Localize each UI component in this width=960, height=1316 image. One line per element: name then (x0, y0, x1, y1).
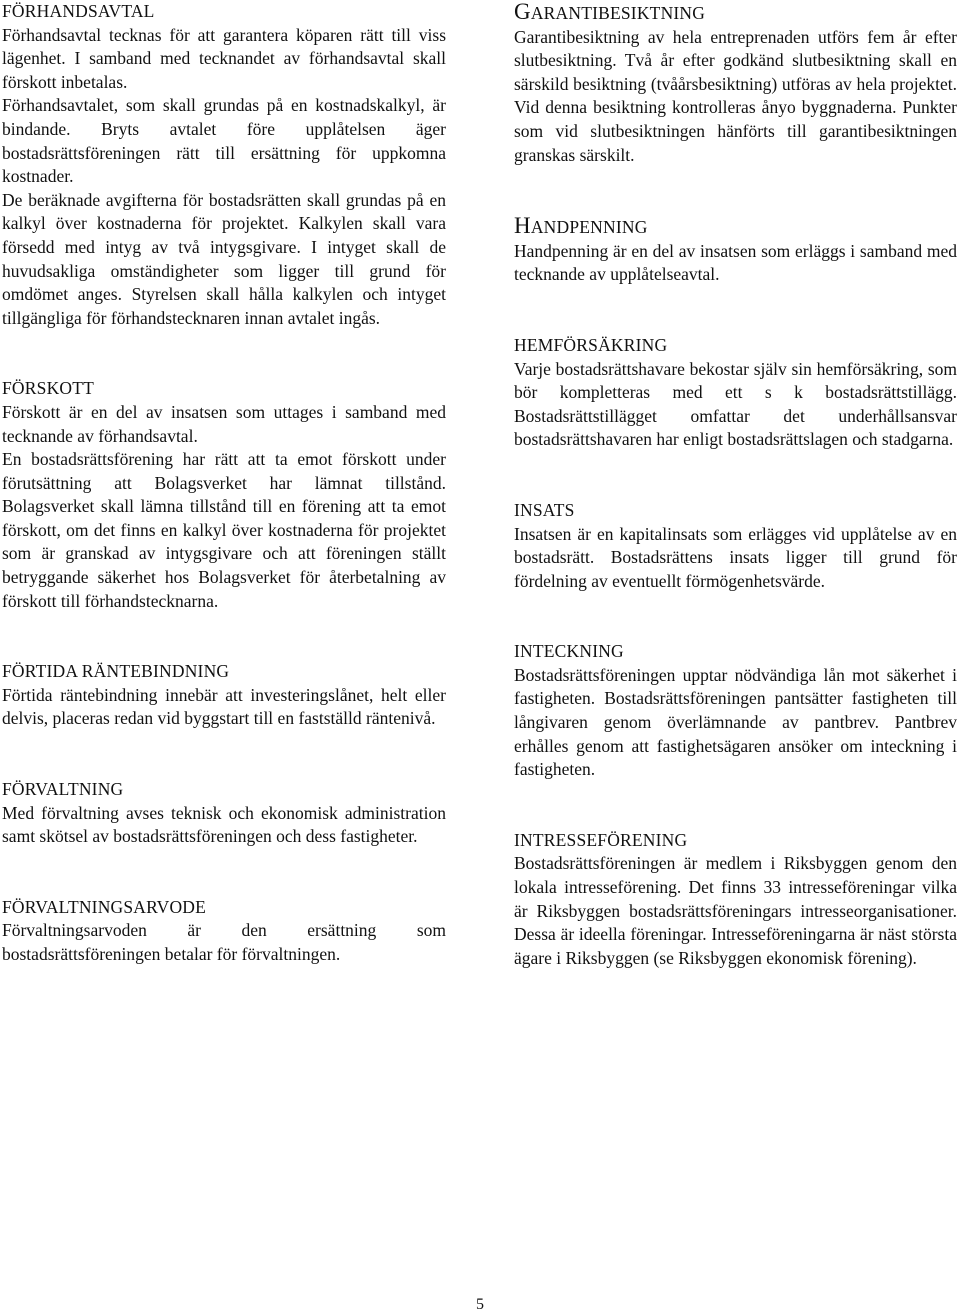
section-heading: FÖRSKOTT (2, 378, 95, 399)
section-insats (514, 499, 957, 593)
section-forskott (2, 377, 446, 613)
paragraph: Bostadsrättsföreningen upptar nödvändiga lån mot säkerhet i fastigheten. Bostadsrättsföreningen pantsätter fastigheten till långivaren genom överlämnande av pantbrev. Pantbrev erhålles genom att fastighetsägaren ansöker om inteckning i fastigheten. (514, 664, 957, 780)
paragraph: Förhandsavtal tecknas för att garantera köparen rätt till viss lägenhet. I samband med tecknandet av förhandsavtal skall förskott inbetalas. (2, 24, 446, 92)
section-handpenning (514, 214, 957, 287)
section-heading: INTRESSEFÖRENING (514, 829, 688, 850)
paragraph: De beräknade avgifterna för bostadsrätten skall grundas på en kalkyl över kostnaderna för projektet. Kalkylen skall vara försedd med intyg av två intygsgivare. I intyget skall de huvudsakliga omständigheter som ligger till grund för omdömet anges. Styrelsen skall hålla kalkylen och intyget tillgängliga för förhandstecknaren innan avtalet ingås. (2, 189, 446, 328)
paragraph: Förskott är en del av insatsen som uttages i samband med tecknande av förhandsavtal. (2, 401, 446, 446)
paragraph: Handpenning är en del av insatsen som erläggs i samband med tecknande av upplåtelseavtal. (514, 240, 957, 285)
paragraph: En bostadsrättsförening har rätt att ta emot förskott under förutsättning att Bolagsverket har lämnat tillstånd. Bolagsverket skall lämna tillstånd till en förening att ta emot förskott, om det finns en kalkyl över kostnaderna för projektet som är granskad av intygsgivare och att föreningen ställt betryggande säkerhet hos Bolagsverket för återbetalning av förskott till förhandstecknarna. (2, 449, 446, 611)
section-heading: FÖRVALTNING (2, 779, 124, 800)
paragraph: Varje bostadsrättshavare bekostar själv sin hemförsäkring, som bör kompletteras med ett s k bostadsrättstillägg. Bostadsrättstillägget omfattar det underhållsansvar bostadsrättshavaren har enligt bostadsrättslagen och stadgarna. (514, 358, 957, 450)
section-heading: HANDPENNING (514, 213, 648, 239)
section-fortida-rantebindning (2, 660, 446, 731)
section-heading: FÖRHANDSAVTAL (2, 1, 155, 21)
section-heading: INSATS (514, 499, 575, 520)
section-hemforsakring (514, 334, 957, 452)
paragraph: Insatsen är en kapitalinsats som erlägges vid upplåtelse av en bostadsrätt. Bostadsrättens insats ligger till grund för fördelning av eventuellt förmögenhetsvärde. (514, 523, 957, 591)
section-heading: INTECKNING (514, 641, 624, 662)
section-garantibesiktning (514, 0, 957, 167)
section-forhandsavtal (2, 0, 446, 330)
section-forvaltning (2, 778, 446, 849)
page-number: 5 (476, 1296, 484, 1313)
right-column (514, 0, 957, 970)
paragraph: Garantibesiktning av hela entreprenaden utförs fem år efter slutbesiktning. Två år efter godkänd slutbesiktning skall en särskild besiktning (tvåårsbesiktning) utföras av hela projektet. Vid denna besiktning kontrolleras ånyo byggnaderna. Punkter som vid slutbesiktningen hänförts till garantibesiktningen granskas särskilt. (514, 26, 957, 165)
paragraph: Förvaltningsarvoden är den ersättning som bostadsrättsföreningen betalar för förvaltningen. (2, 920, 446, 964)
section-heading: FÖRVALTNINGSARVODE (2, 896, 207, 917)
section-inteckning (514, 640, 957, 782)
paragraph: Förtida räntebindning innebär att investeringslånet, helt eller delvis, placeras redan vid byggstart till en fastställd räntenivå. (2, 684, 446, 729)
section-forvaltningsarvode (2, 896, 446, 967)
section-heading: HEMFÖRSÄKRING (514, 334, 668, 355)
left-column (2, 0, 446, 967)
section-heading: GARANTIBESIKTNING (514, 0, 706, 24)
section-heading: FÖRTIDA RÄNTEBINDNING (2, 661, 230, 682)
paragraph: Med förvaltning avses teknisk och ekonomisk administration samt skötsel av bostadsrättsföreningen och dess fastigheter. (2, 802, 446, 847)
paragraph: Förhandsavtalet, som skall grundas på en kostnadskalkyl, är bindande. Bryts avtalet före upplåtelsen äger bostadsrättsföreningen rätt till ersättning för uppkomna kostnader. (2, 95, 446, 187)
section-intresseforening (514, 829, 957, 971)
paragraph: Bostadsrättsföreningen är medlem i Riksbyggen genom den lokala intresseförening. Det finns 33 intresseföreningar vilka är Riksbyggen bostadsrättsföreningars intresseorganisationer. Dessa är ideella föreningar. Intresseföreningarna är näst största ägare i Riksbyggen (se Riksbyggen ekonomisk förening). (514, 853, 957, 968)
